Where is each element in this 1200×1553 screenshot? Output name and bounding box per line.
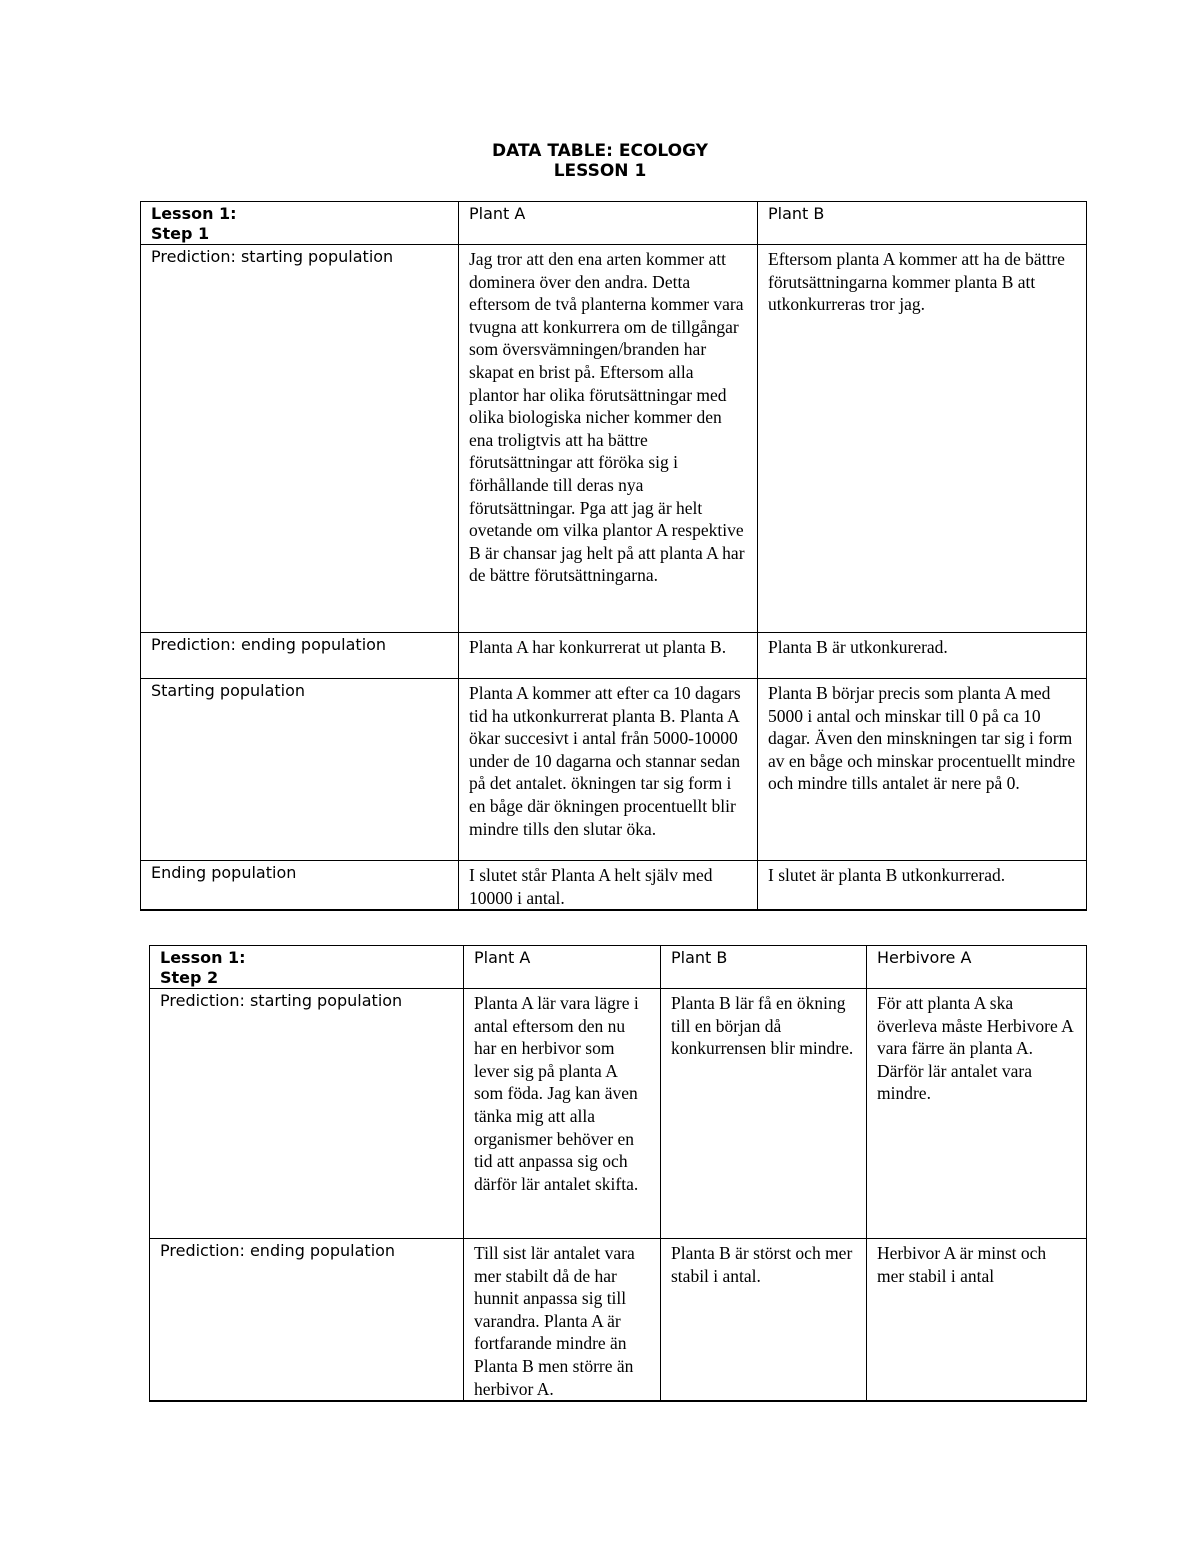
step1-header-cell [141,202,459,245]
plant-a-cell: Till sist lär antalet vara mer stabilt då de har hunnit anpassa sig till varandra. Planta A är fortfarande mindre än Planta B men större än herbivor A. [464,1239,661,1402]
row-label: Starting population [141,679,459,861]
step1-header-row [141,202,1087,245]
plant-b-cell: Planta B börjar precis som planta A med 5000 i antal och minskar till 0 på ca 10 dagar. Även den minskningen tar sig i form av en båge och minskar procentuellt mindre och mindre tills antalet är nere på 0. [758,679,1087,861]
plant-b-cell: Eftersom planta A kommer att ha de bättre förutsättningarna kommer planta B att utkonkurreras tror jag. [758,245,1087,633]
plant-b-cell: Planta B är utkonkurerad. [758,633,1087,679]
plant-b-cell: Planta B lär få en ökning till en början då konkurrensen blir mindre. [661,989,867,1239]
herbivore-a-cell: För att planta A ska överleva måste Herbivore A vara färre än planta A. Därför lär antalet vara mindre. [867,989,1087,1239]
table-row [150,989,1087,1239]
plant-b-cell: Planta B är störst och mer stabil i antal. [661,1239,867,1402]
step2-col-plant-a: Plant A [464,946,661,989]
step2-col-plant-b: Plant B [661,946,867,989]
document-title [0,141,1200,181]
row-label: Prediction: ending population [141,633,459,679]
step2-col-herbivore-a: Herbivore A [867,946,1087,989]
herbivore-a-cell: Herbivor A är minst och mer stabil i antal [867,1239,1087,1402]
row-label: Prediction: starting population [150,989,464,1239]
step1-table [140,201,1087,911]
table-row [141,245,1087,633]
plant-b-cell: I slutet är planta B utkonkurrerad. [758,861,1087,911]
table-row [141,633,1087,679]
plant-a-cell: Planta A har konkurrerat ut planta B. [459,633,758,679]
step2-header-row [150,946,1087,989]
step1-col-plant-b: Plant B [758,202,1087,245]
step1-step-label: Step 1 [151,224,210,243]
step1-col-plant-a: Plant A [459,202,758,245]
row-label: Prediction: ending population [150,1239,464,1402]
table-row [141,679,1087,861]
step2-header-cell [150,946,464,989]
table-row [141,861,1087,911]
step1-lesson-label: Lesson 1: [151,204,237,223]
row-label: Ending population [141,861,459,911]
plant-a-cell: Jag tror att den ena arten kommer att dominera över den andra. Detta eftersom de två planterna kommer vara tvugna att konkurrera om de tillgångar som översvämningen/branden har skapat en brist på. Eftersom alla plantor har olika förutsättningar med olika biologiska nicher kommer den ena troligtvis att ha bättre förutsättningar att föröka sig i förhållande till deras nya förutsättningar. Pga att jag är helt ovetande om vilka plantor A respektive B är chansar jag helt på att planta A har de bättre förutsättningarna. [459,245,758,633]
step2-step-label: Step 2 [160,968,219,987]
title-line-1: DATA TABLE: ECOLOGY [492,141,708,161]
plant-a-cell: Planta A kommer att efter ca 10 dagars tid ha utkonkurrerat planta B. Planta A ökar succesivt i antal från 5000-10000 under de 10 dagarna och stannar sedan på det antalet. ökningen tar sig form i en båge där ökningen procentuellt blir mindre tills den slutar öka. [459,679,758,861]
step2-table [149,945,1087,1402]
plant-a-cell: Planta A lär vara lägre i antal eftersom den nu har en herbivor som lever sig på planta A som föda. Jag kan även tänka mig att alla organismer behöver en tid att anpassa sig och därför lär antalet skifta. [464,989,661,1239]
row-label: Prediction: starting population [141,245,459,633]
step2-lesson-label: Lesson 1: [160,948,246,967]
plant-a-cell: I slutet står Planta A helt själv med 10000 i antal. [459,861,758,911]
table-row [150,1239,1087,1402]
title-line-2: LESSON 1 [553,161,647,181]
